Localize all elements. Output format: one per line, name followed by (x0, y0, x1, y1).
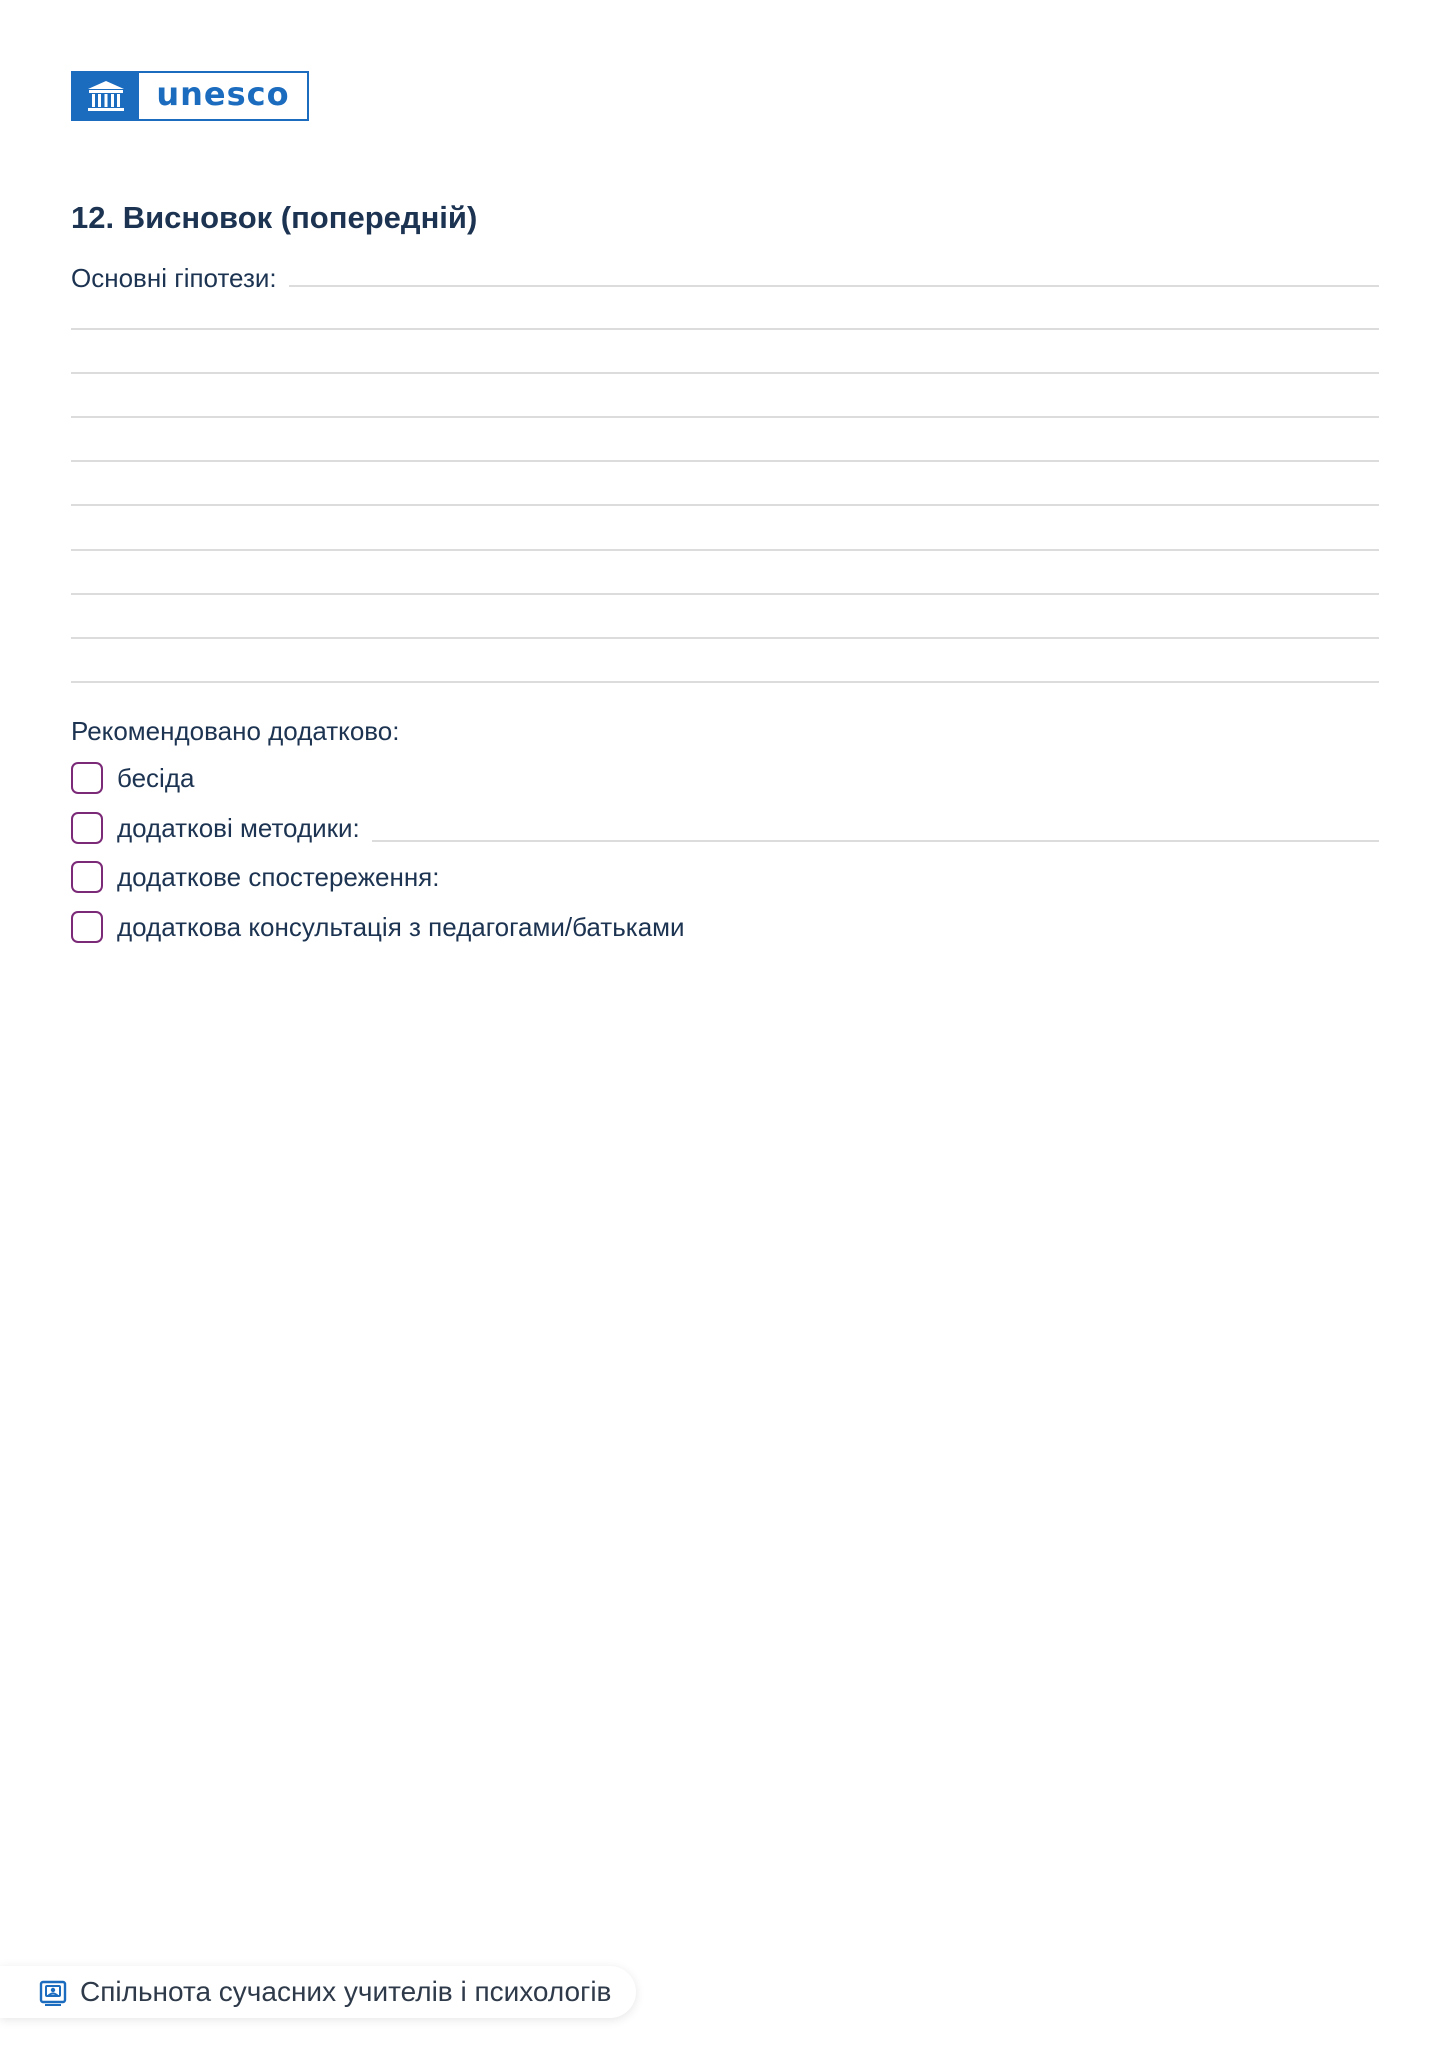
writing-line[interactable] (71, 328, 1379, 330)
option-label: бесіда (117, 762, 195, 793)
option-label: додаткова консультація з педагогами/батьками (117, 911, 685, 942)
checkbox[interactable] (71, 762, 103, 794)
footer-badge[interactable] (0, 1966, 636, 2018)
additional-methods-input-line[interactable] (372, 840, 1379, 842)
writing-line[interactable] (71, 637, 1379, 639)
checkbox[interactable] (71, 911, 103, 943)
option-conversation[interactable] (71, 760, 1379, 796)
unesco-logo (71, 71, 309, 121)
footer-text: Спільнота сучасних учителів і психологів (80, 1976, 612, 2007)
recommended-label: Рекомендовано додатково: (71, 716, 400, 746)
temple-icon (73, 73, 139, 119)
option-consultation[interactable] (71, 909, 1379, 945)
writing-line[interactable] (71, 504, 1379, 506)
checkbox[interactable] (71, 861, 103, 893)
option-additional-observation[interactable] (71, 859, 1379, 895)
hypotheses-row (71, 258, 1379, 294)
writing-line[interactable] (71, 549, 1379, 551)
writing-line[interactable] (71, 593, 1379, 595)
community-icon (38, 1978, 70, 2006)
section-title: 12. Висновок (попередній) (71, 200, 478, 235)
writing-line[interactable] (71, 372, 1379, 374)
logo-text: unesco (156, 75, 290, 113)
option-label: додаткове спостереження: (117, 861, 440, 892)
hypotheses-input-line[interactable] (289, 285, 1379, 287)
writing-line[interactable] (71, 681, 1379, 683)
option-additional-methods[interactable] (71, 810, 1379, 846)
hypotheses-label: Основні гіпотези: (71, 263, 277, 293)
writing-line[interactable] (71, 460, 1379, 462)
checkbox[interactable] (71, 812, 103, 844)
writing-line[interactable] (71, 416, 1379, 418)
option-label: додаткові методики: (117, 812, 360, 843)
